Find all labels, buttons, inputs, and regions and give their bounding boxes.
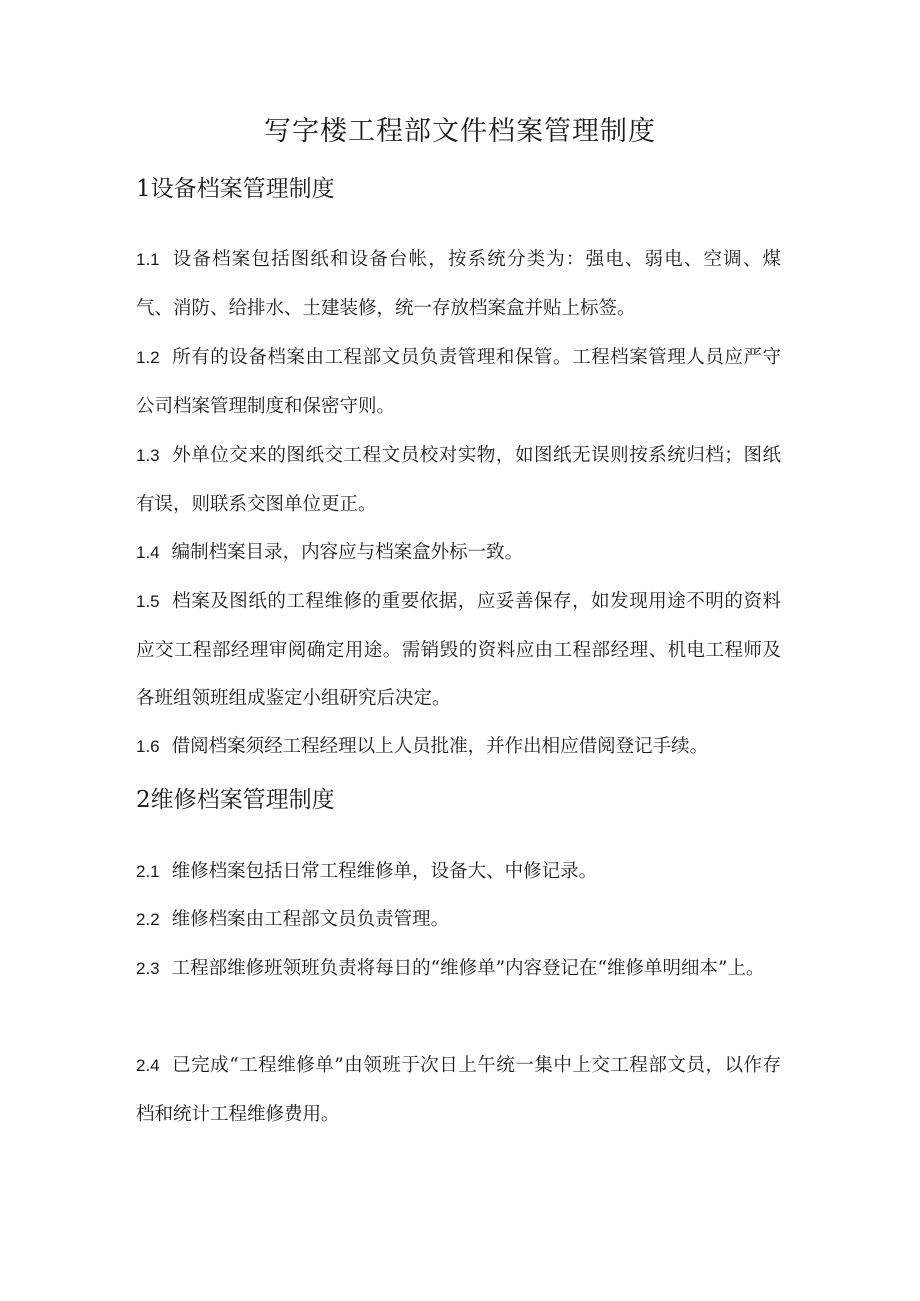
item-1-5 (136, 578, 781, 724)
item-text: 编制档案目录，内容应与档案盒外标一致。 (171, 542, 524, 563)
item-number: 1.3 (136, 446, 160, 465)
item-number: 2.3 (136, 959, 160, 978)
item-2-3 (136, 945, 781, 994)
item-1-4 (136, 529, 781, 578)
item-1-2 (136, 334, 781, 431)
document-title: 写字楼工程部文件档案管理制度 (264, 116, 656, 147)
section-heading-2: 2维修档案管理制度 (136, 787, 335, 813)
item-text: 所有的设备档案由工程部文员负责管理和保管。工程档案管理人员应严守公司档案管理制度和保密守则。 (136, 347, 781, 417)
item-number: 2.2 (136, 910, 160, 929)
item-number: 2.4 (136, 1056, 160, 1075)
item-2-2 (136, 896, 781, 945)
section-heading-1: 1设备档案管理制度 (136, 176, 335, 202)
item-text: 已完成“工程维修单”由领班于次日上午统一集中上交工程部文员，以作存档和统计工程维修费用。 (136, 1055, 781, 1125)
item-text: 工程部维修班领班负责将每日的“维修单”内容登记在“维修单明细本”上。 (171, 958, 765, 979)
item-number: 1.6 (136, 737, 160, 756)
item-number: 1.5 (136, 592, 160, 611)
item-1-1 (136, 236, 781, 333)
item-number: 1.1 (136, 250, 160, 269)
item-text: 借阅档案须经工程经理以上人员批准，并作出相应借阅登记手续。 (171, 736, 709, 757)
item-1-3 (136, 432, 781, 529)
item-2-1 (136, 848, 781, 897)
item-number: 1.2 (136, 348, 160, 367)
item-text: 维修档案包括日常工程维修单，设备大、中修记录。 (171, 861, 598, 882)
item-text: 维修档案由工程部文员负责管理。 (171, 909, 450, 930)
item-number: 2.1 (136, 862, 160, 881)
item-number: 1.4 (136, 543, 160, 562)
item-text: 档案及图纸的工程维修的重要依据，应妥善保存，如发现用途不明的资料应交工程部经理审阅确定用途。需销毁的资料应由工程部经理、机电工程师及各班组领班组成鉴定小组研究后决定。 (136, 591, 781, 709)
item-text: 外单位交来的图纸交工程文员校对实物，如图纸无误则按系统归档；图纸有误，则联系交图单位更正。 (136, 445, 781, 515)
item-2-4 (136, 1042, 781, 1139)
item-1-6 (136, 723, 781, 772)
item-text: 设备档案包括图纸和设备台帐，按系统分类为：强电、弱电、空调、煤气、消防、给排水、土建装修，统一存放档案盒并贴上标签。 (136, 249, 781, 319)
